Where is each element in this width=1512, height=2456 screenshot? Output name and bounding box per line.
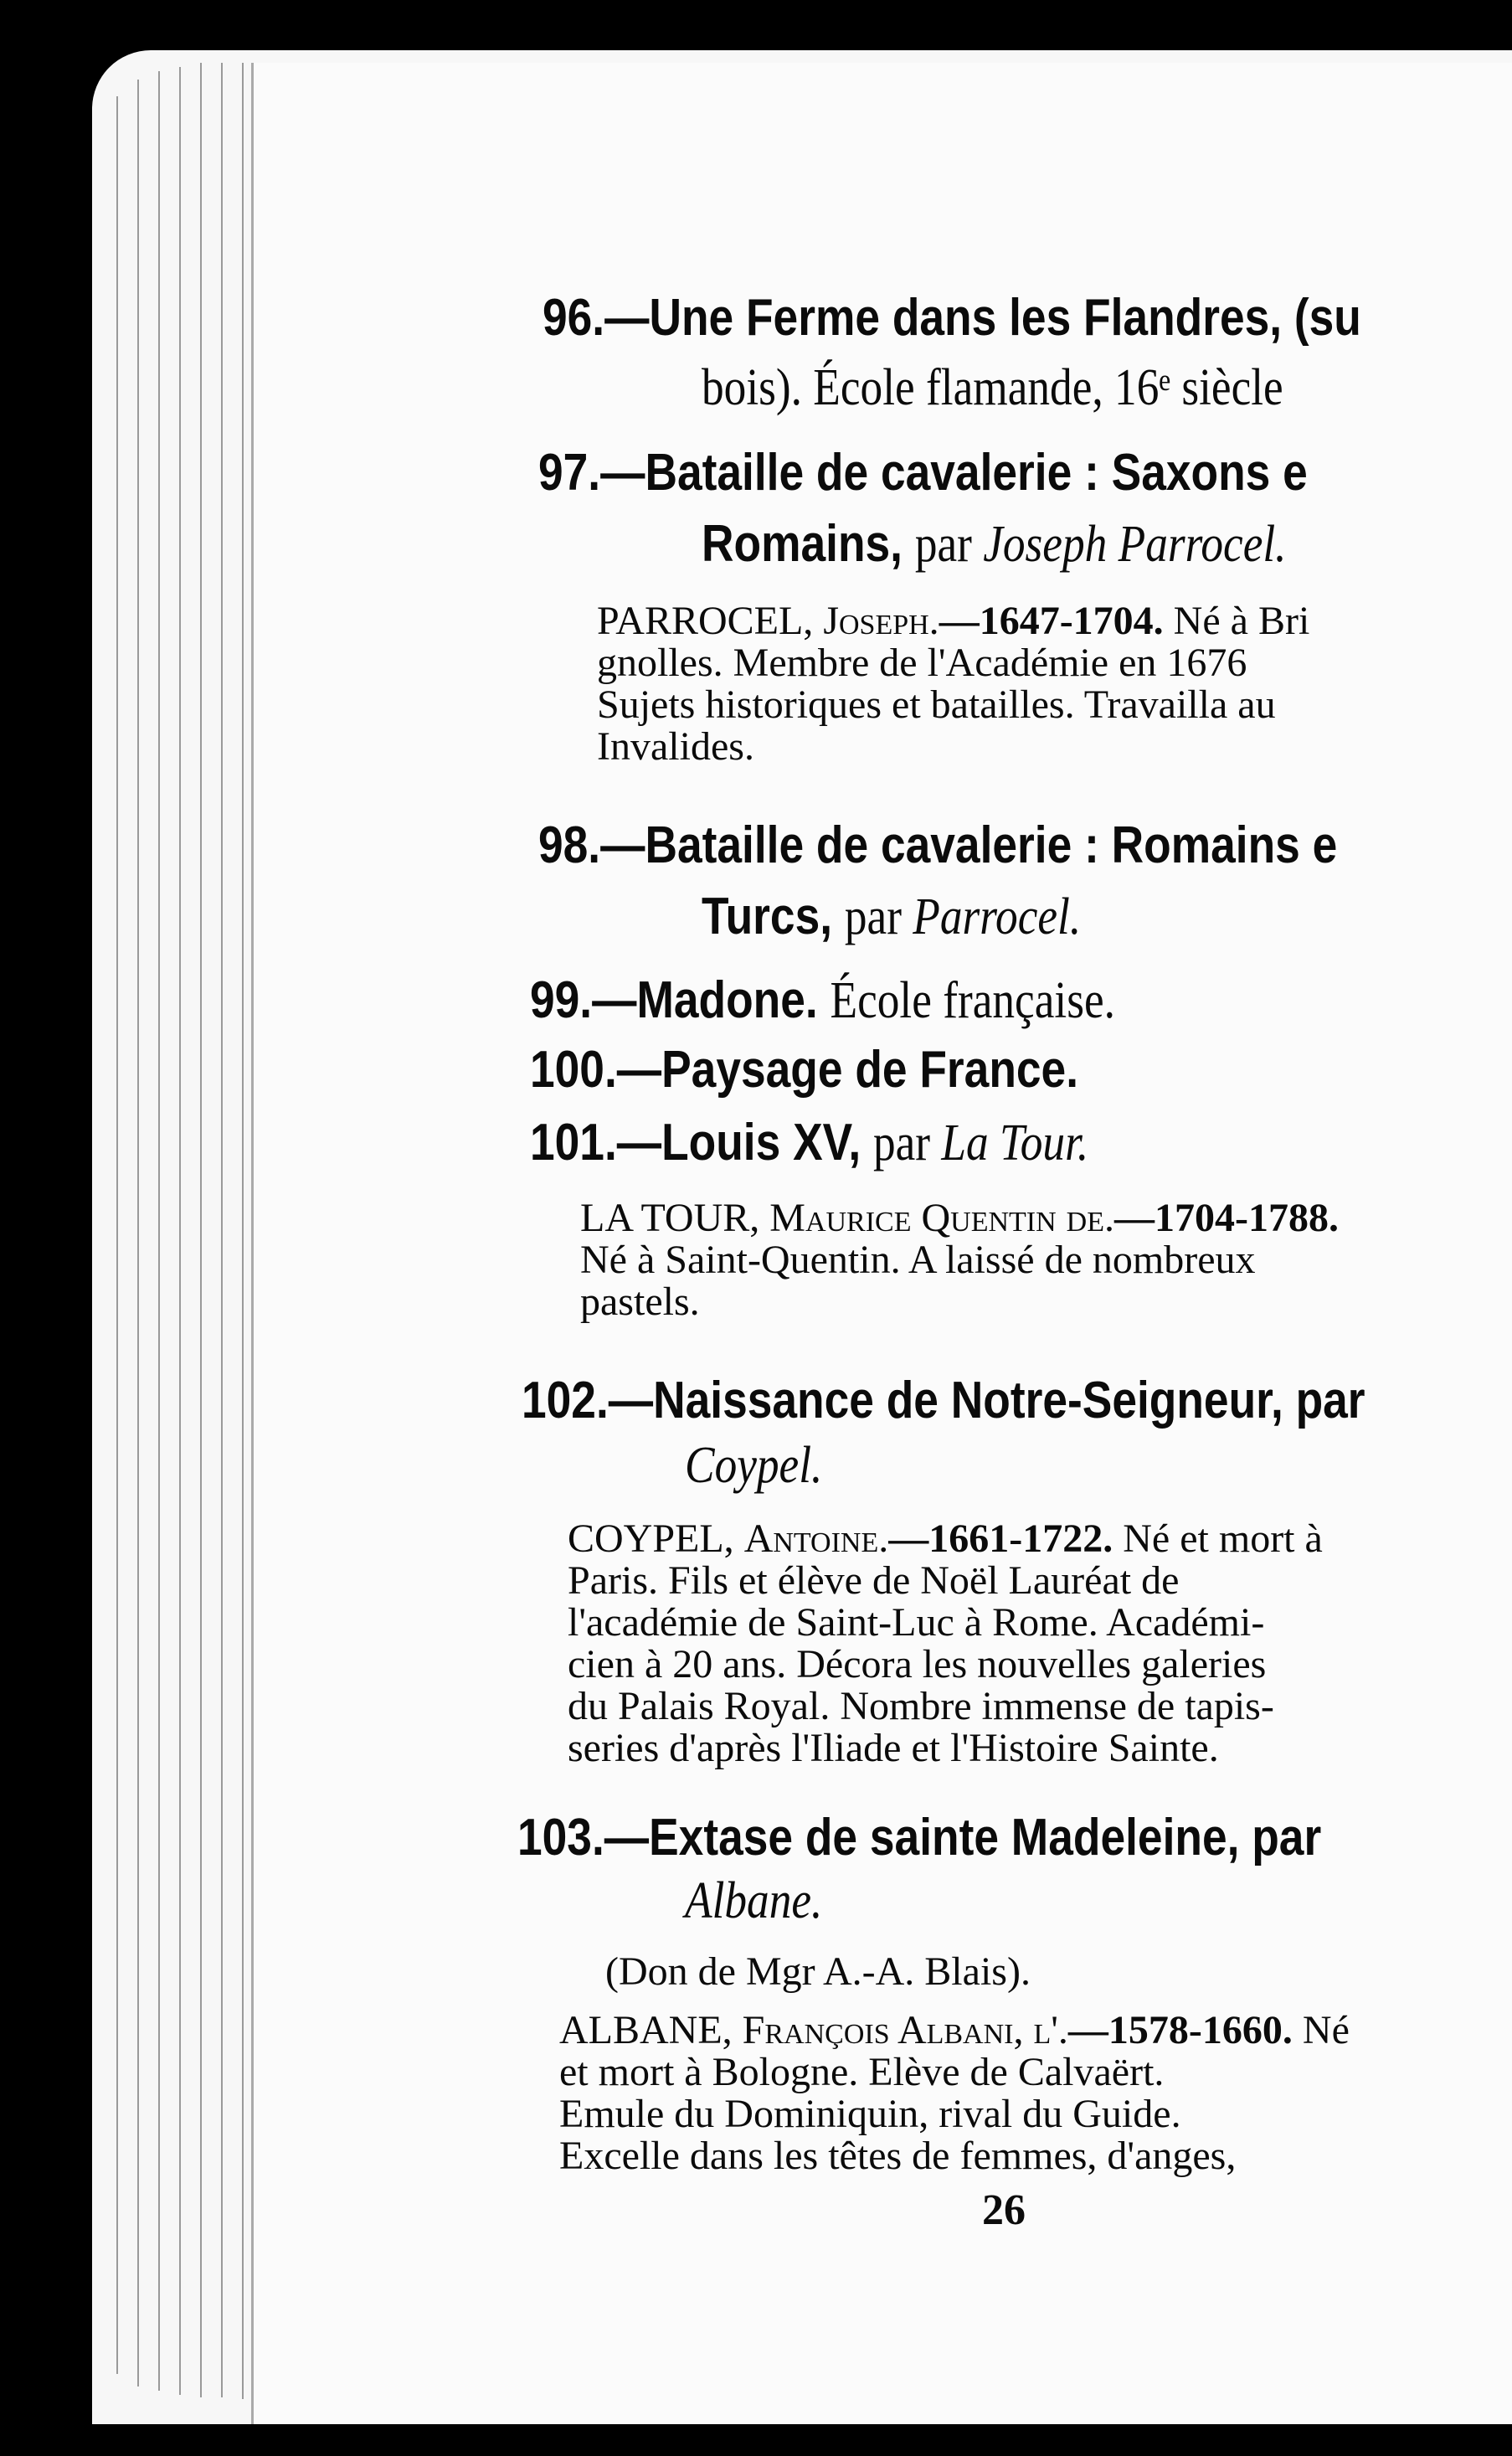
bio-coypel-given: Antoine. [743, 1516, 889, 1561]
bio-coypel-years: —1661-1722. [888, 1516, 1113, 1561]
bio-parrocel-line-3: Sujets historiques et batailles. Travailla au [597, 682, 1276, 727]
bio-albane-rest: Né [1292, 2008, 1350, 2052]
entry-102-line-2 [685, 1436, 822, 1495]
bio-parrocel-line-4: Invalides. [597, 724, 754, 769]
bio-albane-name: ALBANE, [559, 2008, 743, 2052]
entry-97-line-1: 97.—Bataille de cavalerie : Saxons e [538, 444, 1308, 502]
entry-101-title: 101.—Louis XV, [530, 1114, 873, 1171]
bio-coypel-line-2: Paris. Fils et élève de Noël Lauréat de [568, 1558, 1180, 1603]
bio-coypel-rest: Né et mort à [1113, 1516, 1323, 1561]
entry-98-title-end: Turcs, [702, 888, 845, 945]
bio-albane-line-3: Emule du Dominiquin, rival du Guide. [559, 2092, 1181, 2136]
bio-coypel-name: COYPEL, [568, 1516, 744, 1561]
bio-coypel-line-3: l'académie de Saint-Luc à Rome. Académi- [568, 1600, 1265, 1645]
bio-albane-line-1 [559, 2010, 1350, 2052]
bio-parrocel-line-1 [597, 600, 1309, 642]
bio-parrocel-rest: Né à Bri [1163, 599, 1310, 643]
entry-98-artist: Parrocel. [913, 888, 1082, 945]
entry-96-line-1: 96.—Une Ferme dans les Flandres, (su [543, 289, 1361, 347]
entry-97-line-2 [702, 515, 1287, 574]
bio-parrocel-name: PARROCEL, [597, 599, 824, 643]
bio-albane-years: —1578-1660. [1067, 2008, 1293, 2052]
bio-coypel-line-5: du Palais Royal. Nombre immense de tapis- [568, 1684, 1274, 1728]
bio-latour-name: LA TOUR, [580, 1196, 770, 1240]
entry-102-line-1: 102.—Naissance de Notre-Seigneur, par [522, 1372, 1365, 1429]
bio-latour-line-1 [580, 1197, 1339, 1239]
catalogue-page [251, 63, 1512, 2424]
entry-101-artist: La Tour. [941, 1115, 1089, 1171]
bio-latour-line-2: Né à Saint-Quentin. A laissé de nombreux [580, 1238, 1256, 1282]
bio-parrocel-given: Joseph. [823, 599, 939, 643]
entry-103-artist: Albane. [685, 1872, 823, 1929]
entry-101-by: par [872, 1115, 942, 1171]
bio-latour-years: —1704-1788. [1114, 1196, 1339, 1240]
bio-coypel-line-4: cien à 20 ans. Décora les nouvelles galeries [568, 1642, 1267, 1686]
bio-albane-line-4: Excelle dans les têtes de femmes, d'anges, [559, 2134, 1237, 2178]
page-number: 26 [982, 2186, 1026, 2234]
entry-103-donation: (Don de Mgr A.-A. Blais). [605, 1949, 1031, 1994]
entry-96-subtitle: bois). École flamande, 16ᵉ siècle [702, 359, 1283, 416]
bio-coypel-line-6: series d'après l'Iliade et l'Histoire Sainte. [568, 1726, 1219, 1770]
bio-coypel-line-1 [568, 1518, 1323, 1560]
entry-99-school: École française. [830, 972, 1115, 1029]
entry-97-artist: Joseph Parrocel. [983, 516, 1287, 573]
bio-latour-line-3: pastels. [580, 1279, 700, 1324]
bio-parrocel-line-2: gnolles. Membre de l'Académie en 1676 [597, 641, 1247, 685]
entry-98-line-1: 98.—Bataille de cavalerie : Romains e [538, 816, 1338, 874]
entry-101 [530, 1114, 1088, 1172]
bio-latour-given: Maurice Quentin de. [769, 1196, 1115, 1240]
entry-99-title: 99.—Madone. [530, 971, 831, 1029]
bio-parrocel-years: —1647-1704. [939, 599, 1164, 643]
entry-98-by: par [844, 888, 913, 945]
entry-97-by: par [914, 516, 984, 573]
entry-97-title-end: Romains, [702, 515, 915, 573]
entry-103-line-1: 103.—Extase de sainte Madeleine, par [517, 1809, 1322, 1866]
entry-102-artist: Coypel. [685, 1437, 823, 1494]
page-content [254, 63, 1512, 2424]
entry-103-line-2 [685, 1872, 822, 1930]
bio-albane-line-2: et mort à Bologne. Elève de Calvaërt. [559, 2050, 1165, 2094]
bio-albane-given: François Albani, l'. [742, 2008, 1068, 2052]
entry-100: 100.—Paysage de France. [530, 1041, 1079, 1099]
entry-98-line-2 [702, 888, 1081, 946]
entry-96-line-2 [702, 358, 1283, 417]
page-edges [92, 63, 260, 2399]
entry-99 [530, 971, 1115, 1030]
